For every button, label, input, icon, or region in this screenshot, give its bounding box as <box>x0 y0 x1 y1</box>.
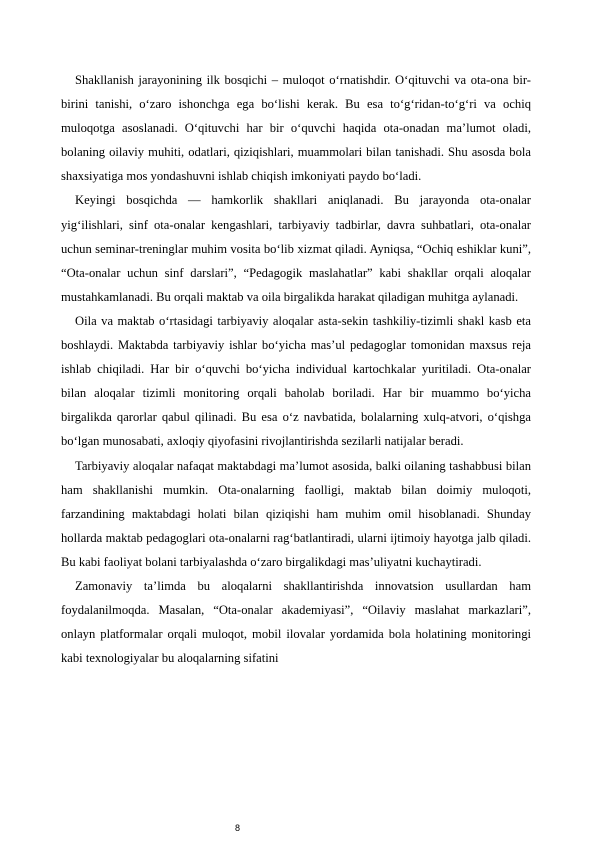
page-number: 8 <box>234 823 240 833</box>
paragraph-3: Oila va maktab o‘rtasidagi tarbiyaviy aloqalar asta-sekin tashkiliy-tizimli shakl kasb eta boshlaydi. Maktabda tarbiyaviy ishlar bo‘yicha mas’ul pedagoglar tomonidan maxsus reja ishlab chiqiladi. Har bir o‘quvchi bo‘yicha individual kartochkalar yuritiladi. Ota-onalar bilan aloqalar tizimli monitoring orqali baholab boriladi. Har bir muammo bo‘yicha birgalikda qarorlar qabul qilinadi. Bu esa o‘z navbatida, bolalarning xulq-atvori, o‘qishga bo‘lgan munosabati, axloqiy qiyofasini rivojlantirishda sezilarli natijalar beradi. <box>61 313 531 449</box>
paragraph-1: Shakllanish jarayonining ilk bosqichi – muloqot o‘rnatishdir. O‘qituvchi va ota-ona bir-birini tanishi, o‘zaro ishonchga ega bo‘lishi kerak. Bu esa to‘g‘ridan-to‘g‘ri va ochiq muloqotga asoslanadi. O‘qituvchi har bir o‘quvchi haqida ota-onadan ma’lumot oladi, bolaning oilaviy muhiti, odatlari, qiziqishlari, muammolari bilan tanishadi. Shu asosda bola shaxsiyatiga mos yondashuvni ishlab chiqish imkoniyati paydo bo‘ladi. <box>61 73 531 184</box>
document-page <box>61 68 531 670</box>
paragraph-5: Zamonaviy ta’limda bu aloqalarni shakllantirishda innovatsion usullardan ham foydalanilmoqda. Masalan, “Ota-onalar akademiyasi”, “Oilaviy maslahat markazlari”, onlayn platformalar orqali muloqot, mobil ilovalar yordamida bola holatining monitoringi kabi texnologiyalar bu aloqalarning sifatini <box>61 578 531 666</box>
paragraph-4: Tarbiyaviy aloqalar nafaqat maktabdagi ma’lumot asosida, balki oilaning tashabbusi bilan ham shakllanishi mumkin. Ota-onalarning faolligi, maktab bilan doimiy muloqoti, farzandining maktabdagi holati bilan qiziqishi ham muhim omil hisoblanadi. Shunday hollarda maktab pedagoglari ota-onalarni rag‘batlantiradi, ularni ijtimoiy hayotga jalb qiladi. Bu kabi faoliyat bolani tarbiyalashda o‘zaro birgalikdagi mas’uliyatni kuchaytiradi. <box>61 458 531 569</box>
paragraph-2: Keyingi bosqichda — hamkorlik shakllari aniqlanadi. Bu jarayonda ota-onalar yig‘ilishlari, sinf ota-onalar kengashlari, tarbiyaviy tadbirlar, davra suhbatlari, ota-onalar uchun seminar-treninglar muhim vosita bo‘lib xizmat qiladi. Ayniqsa, “Ochiq eshiklar kuni”, “Ota-onalar uchun sinf darslari”, “Pedagogik maslahatlar” kabi shakllar orqali aloqalar mustahkamlanadi. Bu orqali maktab va oila birgalikda harakat qiladigan muhitga aylanadi. <box>61 193 531 304</box>
